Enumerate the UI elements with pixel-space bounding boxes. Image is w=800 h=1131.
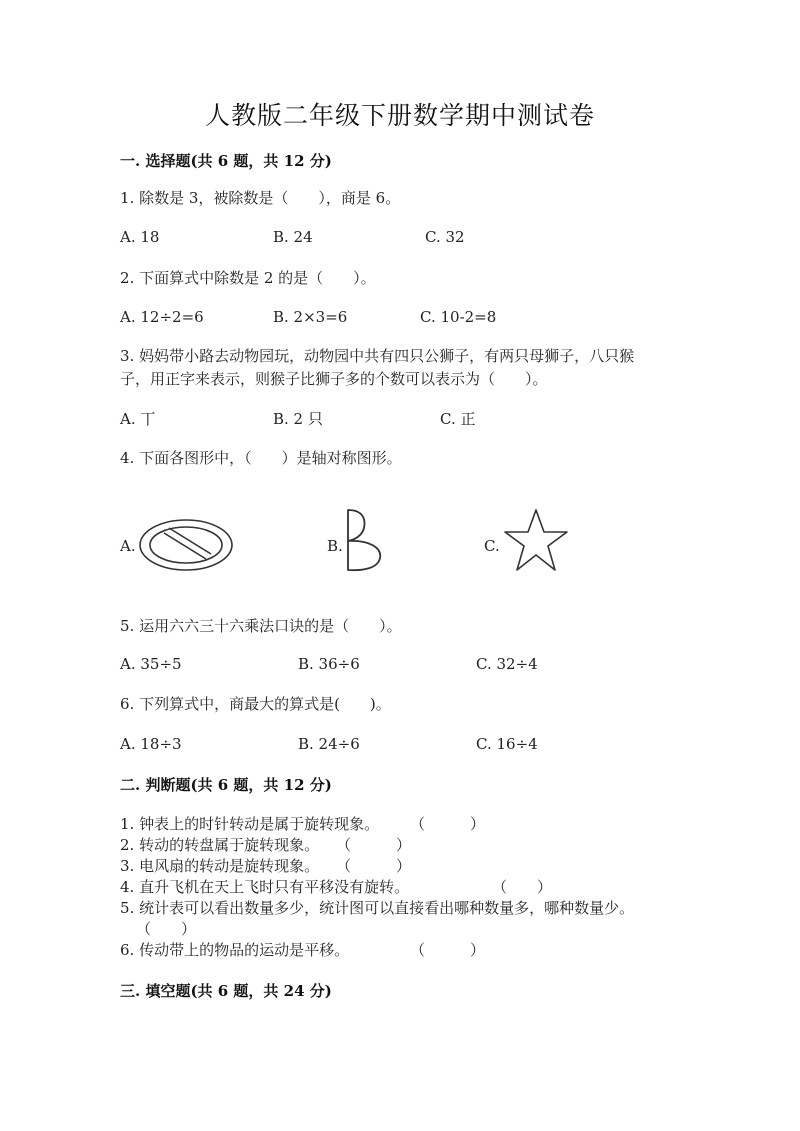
judge-question-5-blank: （ ）: [136, 920, 197, 938]
section-heading-fill: 三. 填空题(共 6 题，共 24 分): [120, 982, 332, 1000]
question-5-option-a: A. 35÷5: [120, 655, 182, 673]
question-5-option-b: B. 36÷6: [298, 655, 360, 673]
question-3-option-b: B. 2 只: [273, 410, 323, 428]
question-2-option-b: B. 2×3=6: [273, 308, 348, 326]
section-heading-choice: 一. 选择题(共 6 题，共 12 分): [120, 152, 332, 170]
question-5: 5. 运用六六三十六乘法口诀的是（ ）。: [120, 617, 402, 635]
question-1: 1. 除数是 3，被除数是（ ），商是 6。: [120, 189, 401, 207]
question-6-option-a: A. 18÷3: [120, 735, 182, 753]
question-6-option-b: B. 24÷6: [298, 735, 360, 753]
question-1-option-c: C. 32: [425, 228, 465, 246]
question-4-option-a: A.: [120, 537, 136, 555]
judge-question-2: 2. 转动的转盘属于旋转现象。: [120, 836, 320, 854]
judge-question-6-blank: （ ）: [410, 941, 486, 959]
judge-question-4-blank: （ ）: [492, 878, 553, 896]
question-3-line-1: 3. 妈妈带小路去动物园玩，动物园中共有四只公狮子，有两只母狮子，八只猴: [120, 347, 635, 365]
judge-question-6: 6. 传动带上的物品的运动是平移。: [120, 941, 350, 959]
question-3-option-c: C. 正: [440, 410, 476, 428]
question-3-option-a: A. 丅: [120, 410, 156, 428]
page-title: 人教版二年级下册数学期中测试卷: [204, 101, 595, 130]
no-entry-ellipse-icon: [138, 517, 234, 573]
judge-question-1: 1. 钟表上的时针转动是属于旋转现象。: [120, 815, 380, 833]
judge-question-1-blank: （ ）: [410, 815, 486, 833]
judge-question-5: 5. 统计表可以看出数量多少，统计图可以直接看出哪种数量多，哪种数量少。: [120, 899, 635, 917]
question-1-option-b: B. 24: [273, 228, 313, 246]
judge-question-3-blank: （ ）: [336, 857, 412, 875]
question-4-option-b: B.: [327, 537, 343, 555]
letter-b-icon: [340, 508, 386, 572]
question-6: 6. 下列算式中，商最大的算式是( )。: [120, 695, 391, 713]
section-heading-judge: 二. 判断题(共 6 题，共 12 分): [120, 776, 332, 794]
question-5-option-c: C. 32÷4: [476, 655, 538, 673]
question-4-option-c: C.: [484, 537, 500, 555]
question-1-option-a: A. 18: [120, 228, 160, 246]
judge-question-4: 4. 直升飞机在天上飞时只有平移没有旋转。: [120, 878, 410, 896]
judge-question-3: 3. 电风扇的转动是旋转现象。: [120, 857, 320, 875]
question-3-line-2: 子，用正字来表示，则猴子比狮子多的个数可以表示为（ ）。: [120, 370, 548, 388]
question-4: 4. 下面各图形中，（ ）是轴对称图形。: [120, 449, 402, 467]
question-6-option-c: C. 16÷4: [476, 735, 538, 753]
question-2: 2. 下面算式中除数是 2 的是（ ）。: [120, 269, 376, 287]
question-2-option-a: A. 12÷2=6: [120, 308, 204, 326]
star-icon: [503, 508, 569, 572]
judge-question-2-blank: （ ）: [336, 836, 412, 854]
question-2-option-c: C. 10-2=8: [420, 308, 497, 326]
